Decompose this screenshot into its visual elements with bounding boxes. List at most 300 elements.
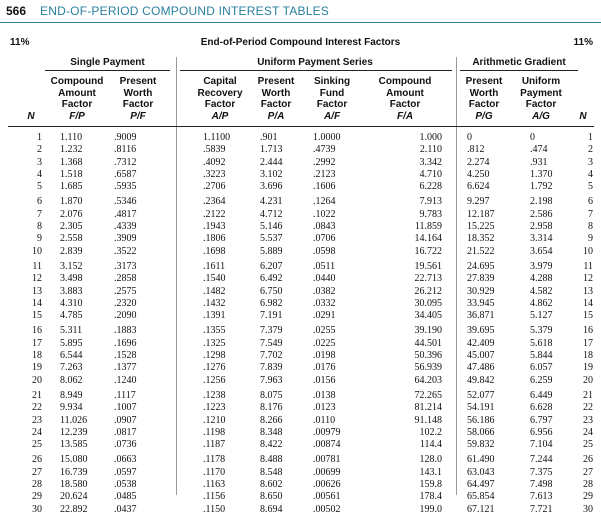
- pg-value: 54.191: [467, 402, 495, 414]
- period-n-right: 21: [583, 389, 593, 401]
- period-n-right: 15: [583, 310, 593, 322]
- ag-value: 5.379: [530, 325, 553, 337]
- table-row: [0, 181, 601, 193]
- pf-value: .0597: [114, 466, 137, 478]
- period-n-right: 7: [588, 208, 593, 220]
- fp-value: 4.310: [60, 297, 83, 309]
- period-n-right: 10: [583, 245, 593, 257]
- af-value: .0176: [313, 362, 336, 374]
- ap-value: .1223: [203, 402, 226, 414]
- running-title: END-OF-PERIOD COMPOUND INTEREST TABLES: [40, 4, 329, 18]
- period-n: 29: [32, 491, 42, 503]
- table-row: [0, 221, 601, 233]
- pf-value: .1696: [114, 337, 137, 349]
- af-value: .0843: [313, 221, 336, 233]
- table-row: [0, 338, 601, 350]
- pa-value: 7.191: [260, 310, 283, 322]
- pg-value: 58.066: [467, 426, 495, 438]
- table-row: [0, 169, 601, 181]
- period-n: 20: [32, 374, 42, 386]
- pa-value: 8.602: [260, 479, 283, 491]
- pg-value: 33.945: [467, 297, 495, 309]
- pa-value: 8.176: [260, 402, 283, 414]
- ag-value: 5.127: [530, 310, 553, 322]
- ap-value: .1238: [203, 389, 226, 401]
- period-n-right: 20: [583, 374, 593, 386]
- fp-value: 15.080: [60, 454, 88, 466]
- fa-value: 30.095: [414, 297, 442, 309]
- column-header-symbol: P/F: [130, 110, 146, 122]
- fa-value: 1.000: [419, 132, 442, 143]
- column-header-symbol: A/P: [211, 110, 229, 122]
- pg-value: 0: [467, 132, 472, 143]
- fp-value: 2.305: [60, 221, 83, 233]
- fp-value: 1.110: [60, 132, 83, 143]
- pf-value: .4817: [114, 208, 137, 220]
- period-n: 8: [37, 221, 42, 233]
- ap-value: .1163: [203, 479, 226, 491]
- pa-value: 8.075: [260, 389, 283, 401]
- column-header-label: Compound Amount Factor: [378, 76, 432, 110]
- af-value: .1606: [313, 181, 336, 193]
- fp-value: 1.518: [60, 168, 83, 180]
- ag-value: 7.375: [530, 466, 553, 478]
- group-underline: [45, 70, 170, 71]
- fa-value: 2.110: [419, 144, 442, 156]
- table-row: [0, 246, 601, 258]
- fp-value: 13.585: [60, 439, 88, 451]
- header-rule: [0, 22, 601, 23]
- period-n-right: 23: [583, 414, 593, 426]
- fp-value: 5.311: [60, 325, 83, 337]
- pf-value: .6587: [114, 168, 137, 180]
- period-n: 30: [32, 503, 42, 515]
- pg-value: 65.854: [467, 491, 495, 503]
- pg-value: 4.250: [467, 168, 490, 180]
- af-value: .2992: [313, 156, 336, 168]
- pa-value: 6.207: [260, 260, 283, 272]
- pf-value: .5346: [114, 196, 137, 208]
- af-value: .0198: [313, 350, 336, 362]
- pa-value: 7.839: [260, 362, 283, 374]
- pg-value: 56.186: [467, 414, 495, 426]
- pg-value: 36.871: [467, 310, 495, 322]
- fa-value: 102.2: [419, 426, 442, 438]
- table-row: [0, 402, 601, 414]
- fa-value: 56.939: [414, 362, 442, 374]
- period-n: 15: [32, 310, 42, 322]
- column-header-label: Capital Recovery Factor: [197, 76, 243, 110]
- pg-value: 61.490: [467, 454, 495, 466]
- period-n-right: 11: [583, 260, 593, 272]
- af-value: .00502: [313, 503, 341, 515]
- period-n-right: 8: [588, 221, 593, 233]
- pa-value: 7.549: [260, 337, 283, 349]
- group-uniform-series: Uniform Payment Series: [257, 57, 373, 68]
- table-row: [0, 350, 601, 362]
- pg-value: 24.695: [467, 260, 495, 272]
- period-n-right: 17: [583, 337, 593, 349]
- fp-value: 4.785: [60, 310, 83, 322]
- pf-value: .1377: [114, 362, 137, 374]
- pa-value: 7.702: [260, 350, 283, 362]
- ap-value: .1391: [203, 310, 226, 322]
- pg-value: 52.077: [467, 389, 495, 401]
- pg-value: 30.929: [467, 285, 495, 297]
- column-header-label: Present Worth Factor: [465, 76, 503, 110]
- period-n-right: 28: [583, 479, 593, 491]
- af-value: .0440: [313, 273, 336, 285]
- pg-value: 49.842: [467, 374, 495, 386]
- pg-value: 2.274: [467, 156, 490, 168]
- pg-value: 12.187: [467, 208, 495, 220]
- ag-value: 4.288: [530, 273, 553, 285]
- column-header-label: Compound Amount Factor: [50, 76, 104, 110]
- column-header-ag: [514, 76, 568, 122]
- ap-value: .3223: [203, 168, 226, 180]
- period-n-right: 19: [583, 362, 593, 374]
- pg-value: 18.352: [467, 233, 495, 245]
- table-row: [0, 325, 601, 337]
- ag-value: .474: [530, 144, 548, 156]
- pa-value: 8.266: [260, 414, 283, 426]
- column-header-label: Uniform Payment Factor: [520, 76, 562, 110]
- pg-value: 63.043: [467, 466, 495, 478]
- running-header: [6, 4, 329, 20]
- column-header-symbol: A/F: [323, 110, 341, 122]
- pa-value: 3.102: [260, 168, 283, 180]
- pf-value: .0907: [114, 414, 137, 426]
- pf-value: .2858: [114, 273, 137, 285]
- pf-value: .3173: [114, 260, 137, 272]
- ap-value: .1806: [203, 233, 226, 245]
- pa-value: 5.537: [260, 233, 283, 245]
- pa-value: 7.963: [260, 374, 283, 386]
- pa-value: 5.889: [260, 245, 283, 257]
- fa-value: 91.148: [414, 414, 442, 426]
- ag-value: 7.721: [530, 503, 553, 515]
- table-row: [0, 233, 601, 245]
- group-single-payment: Single Payment: [70, 57, 145, 68]
- period-n-right: 6: [588, 196, 593, 208]
- pa-value: 4.712: [260, 208, 283, 220]
- fp-value: 12.239: [60, 426, 88, 438]
- pa-value: 8.548: [260, 466, 283, 478]
- pf-value: .2320: [114, 297, 137, 309]
- fa-value: 128.0: [419, 454, 442, 466]
- pa-value: 3.696: [260, 181, 283, 193]
- af-value: .0291: [313, 310, 336, 322]
- group-underline: [180, 70, 452, 71]
- fa-value: 11.859: [414, 221, 442, 233]
- pf-value: .0538: [114, 479, 137, 491]
- af-value: .1264: [313, 196, 336, 208]
- af-value: .2123: [313, 168, 336, 180]
- period-n-right: 27: [583, 466, 593, 478]
- fa-value: 16.722: [414, 245, 442, 257]
- column-header-symbol: F/A: [396, 110, 414, 122]
- ag-value: 7.244: [530, 454, 553, 466]
- table-row: [0, 286, 601, 298]
- pa-value: 8.694: [260, 503, 283, 515]
- interest-table-body: [0, 132, 601, 516]
- af-value: .0332: [313, 297, 336, 309]
- ap-value: .1210: [203, 414, 226, 426]
- ag-value: 3.314: [530, 233, 553, 245]
- table-row: [0, 144, 601, 156]
- fa-value: 19.561: [414, 260, 442, 272]
- ap-value: .5839: [203, 144, 226, 156]
- column-header-label: Sinking Fund Factor: [313, 76, 351, 110]
- period-n-right: 13: [583, 285, 593, 297]
- pg-value: 39.695: [467, 325, 495, 337]
- table-row: [0, 491, 601, 503]
- interest-rate-left: 11%: [10, 37, 30, 48]
- period-n: 7: [37, 208, 42, 220]
- period-n-right: 18: [583, 350, 593, 362]
- period-n: 13: [32, 285, 42, 297]
- table-row: [0, 504, 601, 516]
- pg-value: 21.522: [467, 245, 495, 257]
- ag-value: 6.956: [530, 426, 553, 438]
- ag-value: 6.259: [530, 374, 553, 386]
- ap-value: .1187: [203, 439, 226, 451]
- ag-value: 5.618: [530, 337, 553, 349]
- period-n: 21: [32, 389, 42, 401]
- af-value: .0382: [313, 285, 336, 297]
- pa-value: 6.982: [260, 297, 283, 309]
- fp-value: 1.232: [60, 144, 83, 156]
- period-n-right: 9: [588, 233, 593, 245]
- fp-value: 1.870: [60, 196, 83, 208]
- pa-value: 4.231: [260, 196, 283, 208]
- table-row: [0, 375, 601, 387]
- ap-value: .1698: [203, 245, 226, 257]
- pa-value: 8.650: [260, 491, 283, 503]
- pg-value: 67.121: [467, 503, 495, 515]
- fp-value: 2.558: [60, 233, 83, 245]
- ap-value: .1156: [203, 491, 226, 503]
- column-header-label: Present Worth Factor: [257, 76, 295, 110]
- af-value: .0110: [313, 414, 336, 426]
- ag-value: 0: [530, 132, 535, 143]
- pf-value: .0663: [114, 454, 137, 466]
- period-n-right: 12: [583, 273, 593, 285]
- ag-value: 6.449: [530, 389, 553, 401]
- pg-value: 6.624: [467, 181, 490, 193]
- table-row: [0, 157, 601, 169]
- ag-value: 2.958: [530, 221, 553, 233]
- ap-value: .2706: [203, 181, 226, 193]
- fa-value: 143.1: [419, 466, 442, 478]
- table-row: [0, 261, 601, 273]
- column-header-fp: [48, 76, 106, 122]
- column-header-pf: [110, 76, 166, 122]
- period-n: 5: [37, 181, 42, 193]
- af-value: .1022: [313, 208, 336, 220]
- af-value: .0598: [313, 245, 336, 257]
- fa-value: 50.396: [414, 350, 442, 362]
- ap-value: .1198: [203, 426, 226, 438]
- column-header-af: [306, 76, 358, 122]
- ag-value: 4.862: [530, 297, 553, 309]
- fp-value: 7.263: [60, 362, 83, 374]
- pf-value: .3522: [114, 245, 137, 257]
- column-header-symbol: A/G: [532, 110, 550, 122]
- pg-value: 9.297: [467, 196, 490, 208]
- period-n-right: 3: [588, 156, 593, 168]
- table-row: [0, 479, 601, 491]
- fp-value: 3.498: [60, 273, 83, 285]
- period-n: 1: [37, 132, 42, 143]
- pa-value: 5.146: [260, 221, 283, 233]
- fp-value: 22.892: [60, 503, 88, 515]
- period-n: 4: [37, 168, 42, 180]
- ap-value: .2122: [203, 208, 226, 220]
- ag-value: 1.792: [530, 181, 553, 193]
- ap-value: .4092: [203, 156, 226, 168]
- period-n: 16: [32, 325, 42, 337]
- group-underline: [460, 70, 578, 71]
- period-n: 11: [32, 260, 42, 272]
- column-header-fa: [374, 76, 436, 122]
- ap-value: .1540: [203, 273, 226, 285]
- ap-value: 1.1100: [203, 132, 231, 143]
- fa-value: 44.501: [414, 337, 442, 349]
- af-value: 1.0000: [313, 132, 341, 143]
- column-header-symbol: F/P: [69, 110, 85, 122]
- column-header-symbol: P/G: [475, 110, 493, 122]
- fa-value: 178.4: [419, 491, 442, 503]
- pf-value: .0485: [114, 491, 137, 503]
- page-number: 566: [6, 4, 27, 18]
- ag-value: 7.498: [530, 479, 553, 491]
- pa-value: 7.379: [260, 325, 283, 337]
- fp-value: 8.949: [60, 389, 83, 401]
- period-n: 6: [37, 196, 42, 208]
- period-n: 3: [37, 156, 42, 168]
- fa-value: 34.405: [414, 310, 442, 322]
- ag-value: 2.198: [530, 196, 553, 208]
- period-n-right: 25: [583, 439, 593, 451]
- ap-value: .1611: [203, 260, 226, 272]
- ap-value: .1298: [203, 350, 226, 362]
- column-header-symbol: P/A: [267, 110, 285, 122]
- table-row: [0, 298, 601, 310]
- period-n-right: 1: [588, 132, 593, 143]
- fa-value: 199.0: [419, 503, 442, 515]
- ag-value: 6.797: [530, 414, 553, 426]
- ap-value: .1256: [203, 374, 226, 386]
- ag-value: 3.654: [530, 245, 553, 257]
- table-row: [0, 362, 601, 374]
- fp-value: 3.883: [60, 285, 83, 297]
- period-n: 26: [32, 454, 42, 466]
- period-n-right: 26: [583, 454, 593, 466]
- table-row: [0, 467, 601, 479]
- fa-value: 14.164: [414, 233, 442, 245]
- table-title: End-of-Period Compound Interest Factors: [200, 37, 401, 48]
- ag-value: 2.586: [530, 208, 553, 220]
- pa-value: 6.750: [260, 285, 283, 297]
- period-n: 2: [37, 144, 42, 156]
- table-row: [0, 196, 601, 208]
- period-n: 28: [32, 479, 42, 491]
- pg-value: 45.007: [467, 350, 495, 362]
- column-header-n-right: N: [579, 111, 587, 122]
- af-value: .00874: [313, 439, 341, 451]
- ag-value: 6.628: [530, 402, 553, 414]
- pg-value: .812: [467, 144, 485, 156]
- ag-value: 1.370: [530, 168, 553, 180]
- table-row: [0, 427, 601, 439]
- af-value: .0225: [313, 337, 336, 349]
- period-n: 22: [32, 402, 42, 414]
- fa-value: 4.710: [419, 168, 442, 180]
- pf-value: .2575: [114, 285, 137, 297]
- ap-value: .1150: [203, 503, 226, 515]
- period-n: 17: [32, 337, 42, 349]
- pf-value: .1883: [114, 325, 137, 337]
- pf-value: .0437: [114, 503, 137, 515]
- ag-value: 3.979: [530, 260, 553, 272]
- header-bottom-rule: [8, 126, 594, 127]
- period-n-right: 24: [583, 426, 593, 438]
- pf-value: .3909: [114, 233, 137, 245]
- table-row: [0, 273, 601, 285]
- column-header-label: Present Worth Factor: [119, 76, 157, 110]
- fa-value: 3.342: [419, 156, 442, 168]
- table-row: [0, 454, 601, 466]
- af-value: .0123: [313, 402, 336, 414]
- period-n-right: 22: [583, 402, 593, 414]
- table-row: [0, 439, 601, 451]
- period-n: 14: [32, 297, 42, 309]
- fa-value: 26.212: [414, 285, 442, 297]
- column-header-n: N: [27, 111, 35, 122]
- ap-value: .1276: [203, 362, 226, 374]
- period-n: 19: [32, 362, 42, 374]
- ap-value: .1178: [203, 454, 226, 466]
- ap-value: .1482: [203, 285, 226, 297]
- fa-value: 159.8: [419, 479, 442, 491]
- fa-value: 6.228: [419, 181, 442, 193]
- pf-value: .8116: [114, 144, 137, 156]
- period-n-right: 2: [588, 144, 593, 156]
- pf-value: .4339: [114, 221, 137, 233]
- ap-value: .1325: [203, 337, 226, 349]
- column-header-pg: [458, 76, 510, 122]
- pa-value: 6.492: [260, 273, 283, 285]
- af-value: .0706: [313, 233, 336, 245]
- ag-value: 4.582: [530, 285, 553, 297]
- af-value: .0511: [313, 260, 336, 272]
- fp-value: 8.062: [60, 374, 83, 386]
- ap-value: .1355: [203, 325, 226, 337]
- period-n-right: 14: [583, 297, 593, 309]
- ap-value: .1432: [203, 297, 226, 309]
- table-row: [0, 390, 601, 402]
- group-arithmetic-gradient: Arithmetic Gradient: [472, 57, 566, 68]
- period-n-right: 30: [583, 503, 593, 515]
- pg-value: 27.839: [467, 273, 495, 285]
- ap-value: .1943: [203, 221, 226, 233]
- period-n-right: 29: [583, 491, 593, 503]
- pf-value: .2090: [114, 310, 137, 322]
- interest-rate-right: 11%: [573, 37, 593, 48]
- pf-value: .1117: [114, 389, 136, 401]
- pa-value: 8.422: [260, 439, 283, 451]
